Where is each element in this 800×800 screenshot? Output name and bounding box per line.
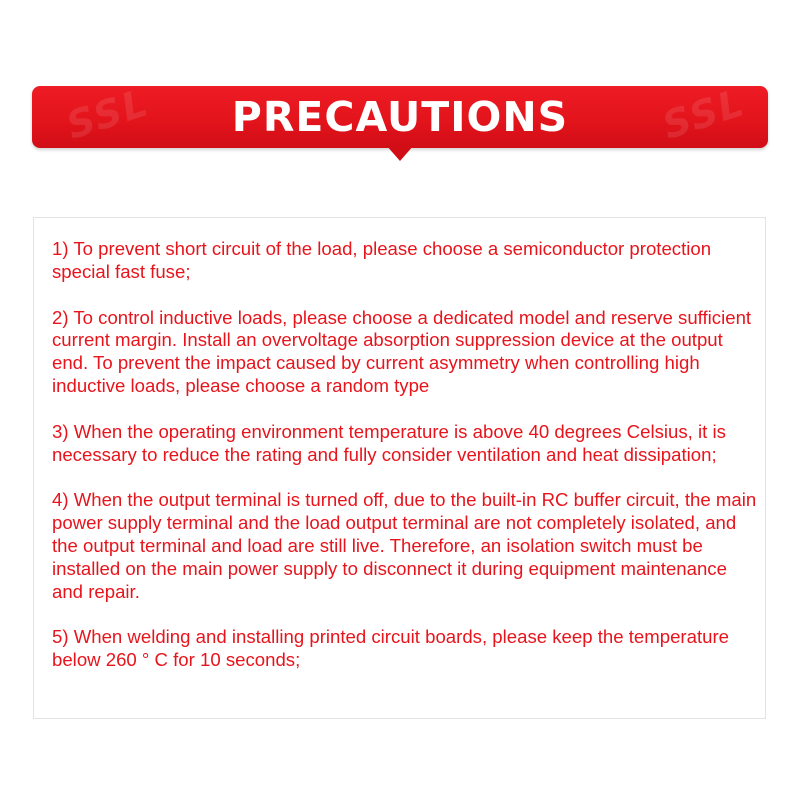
- precautions-content-box: [33, 217, 766, 719]
- precaution-item-5: 5) When welding and installing printed circuit boards, please keep the temperature below 260 ° C for 10 seconds;: [52, 626, 729, 671]
- banner-pointer: [386, 145, 414, 161]
- watermark-logo-left: SSL: [61, 80, 155, 148]
- precaution-item-3: 3) When the operating environment temperature is above 40 degrees Celsius, it is necessary to reduce the rating and fully consider ventilation and heat dissipation;: [52, 420, 726, 465]
- precaution-item-4: 4) When the output terminal is turned off, due to the built-in RC buffer circuit, the main power supply terminal and the load output terminal are not completely isolated, and the output terminal and load are still live. Therefore, an isolation switch must be installed on the main power supply to disconnect it during equipment maintenance and repair.: [52, 489, 757, 602]
- precaution-item-1: 1) To prevent short circuit of the load, please choose a semiconductor protection special fast fuse;: [52, 238, 712, 282]
- precautions-list: [52, 238, 758, 695]
- page-title: PRECAUTIONS: [231, 93, 569, 141]
- watermark-logo-right: SSL: [657, 80, 751, 148]
- precautions-banner: [32, 80, 768, 148]
- precaution-item-2: 2) To control inductive loads, please choose a dedicated model and reserve sufficient current margin. Install an overvoltage absorption suppression device at the output end. To prevent the impact caused by current asymmetry when controlling high inductive loads, please choose a random type: [52, 306, 752, 396]
